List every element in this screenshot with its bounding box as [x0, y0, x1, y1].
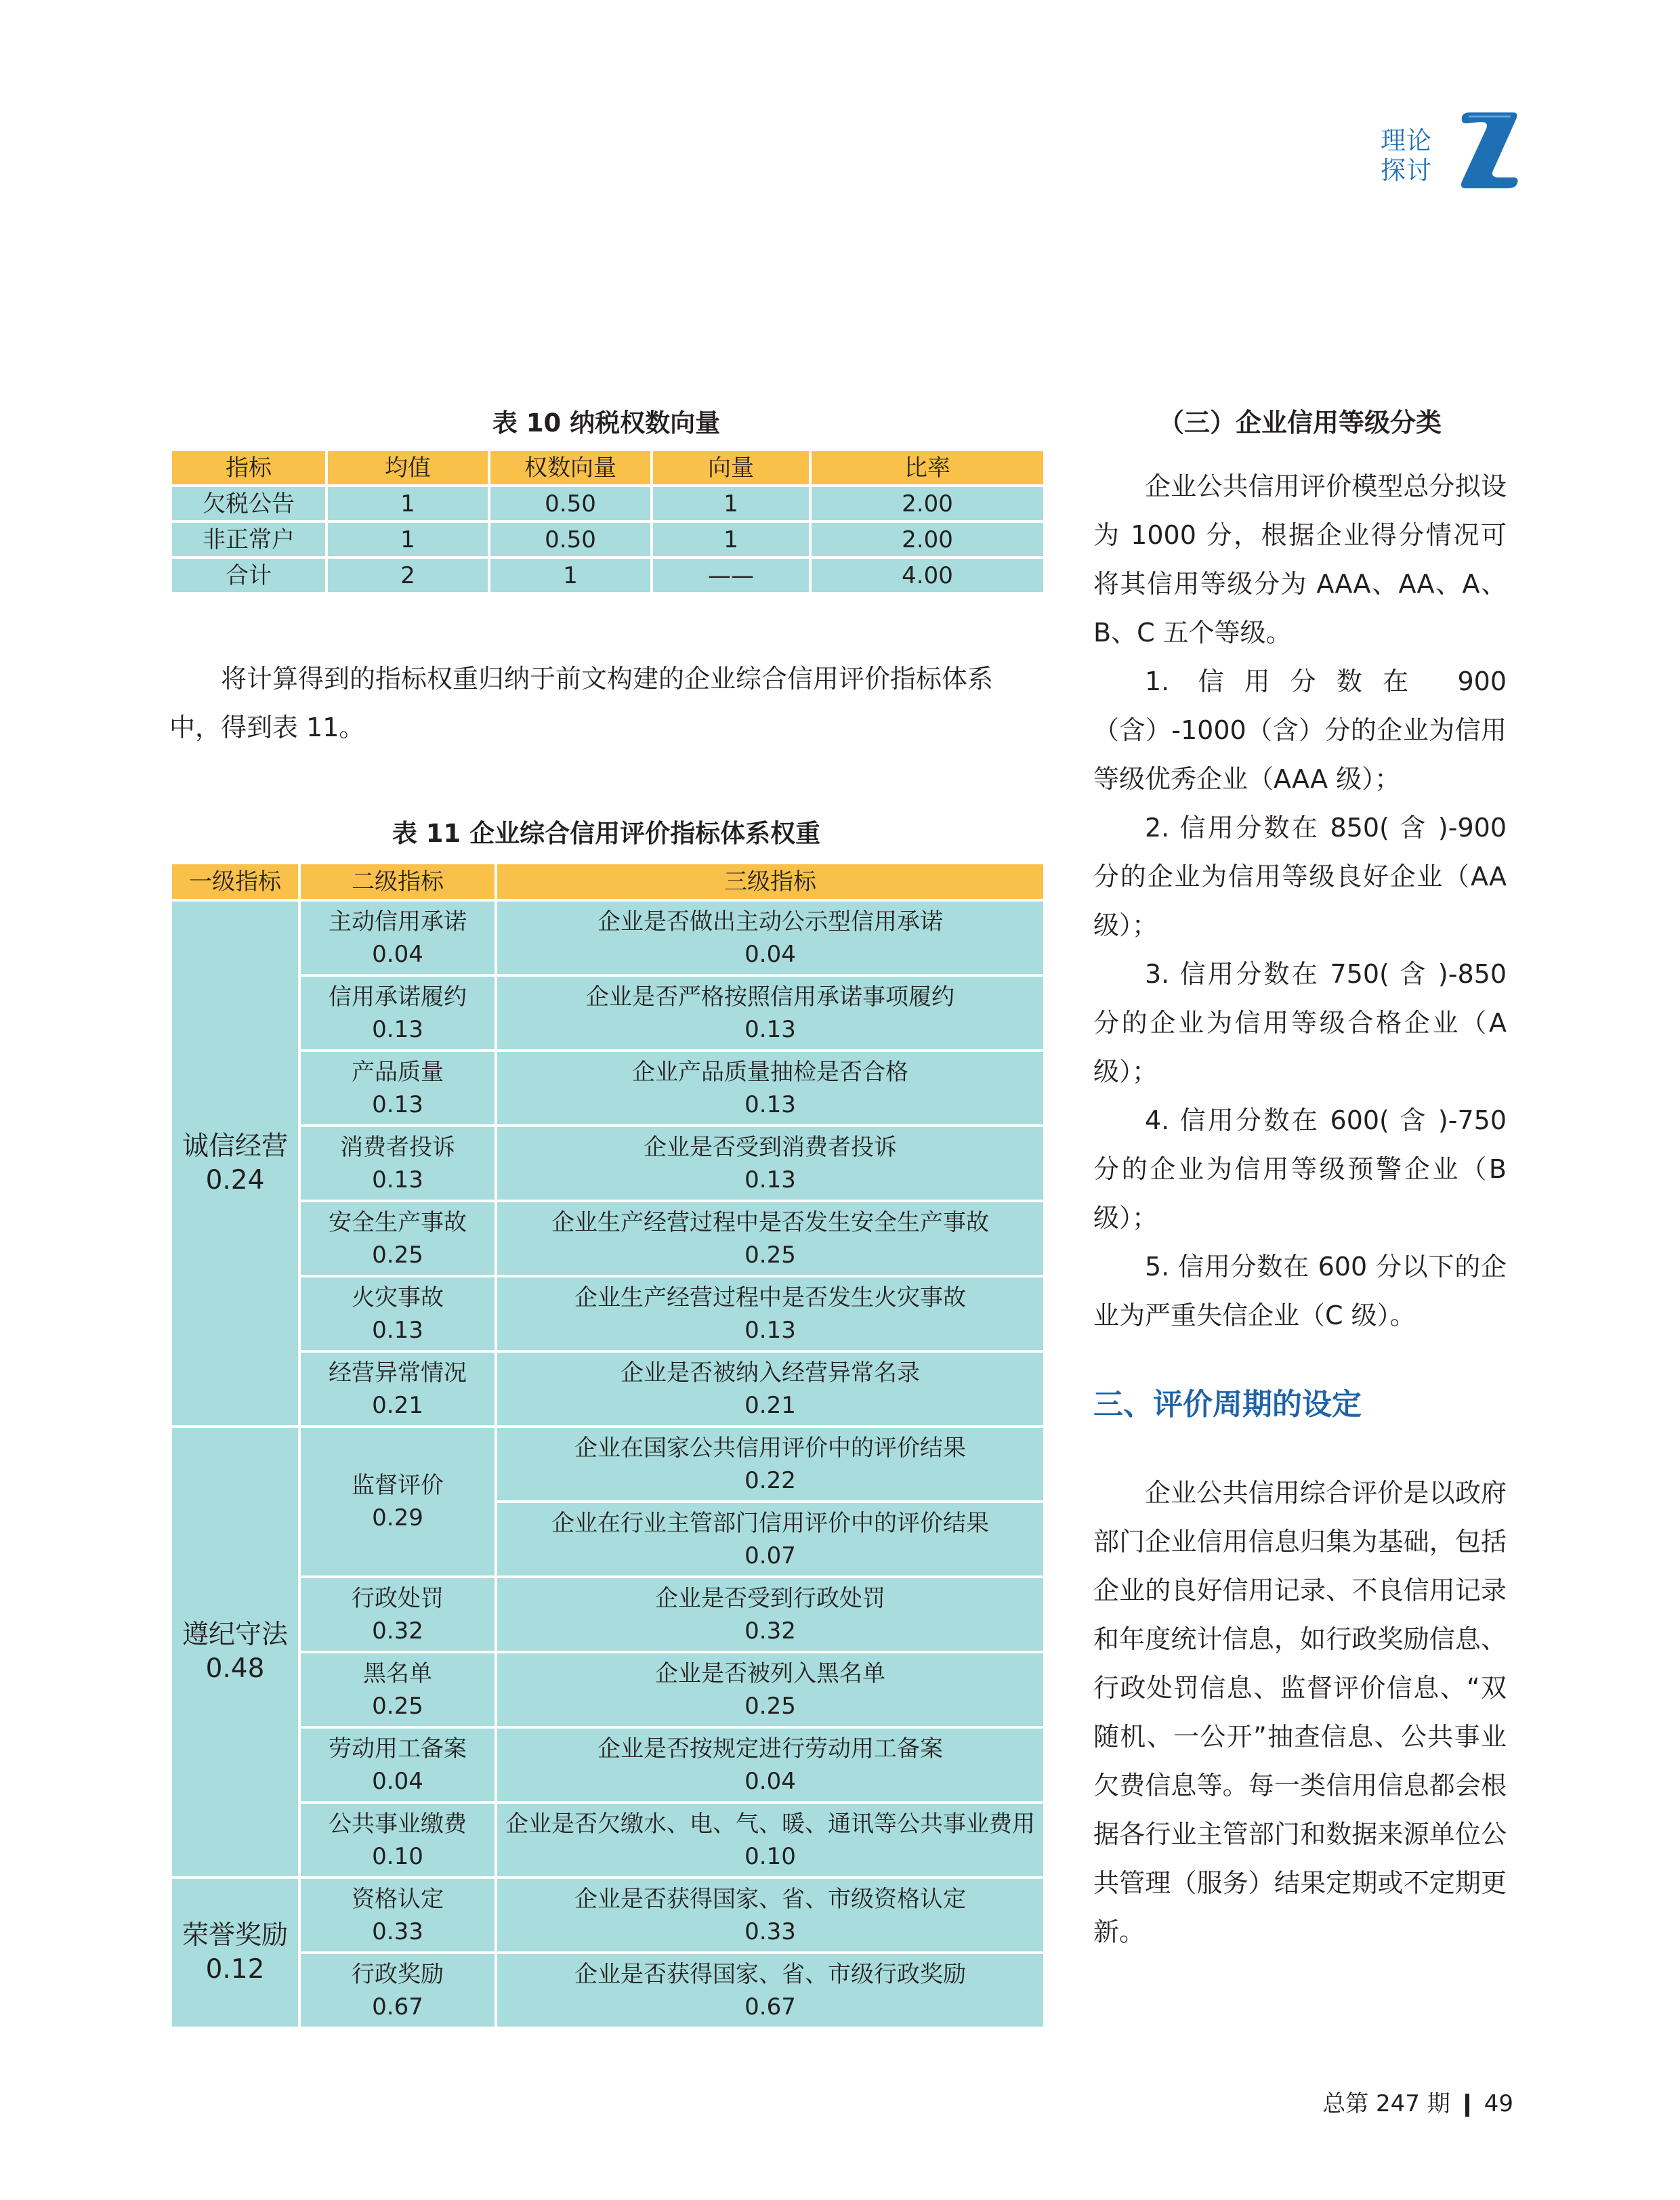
table-cell: —— [652, 557, 810, 593]
level1-cell [171, 1878, 299, 2028]
level2-cell [299, 1878, 496, 1953]
level3-name: 企业生产经营过程中是否发生安全生产事故 [551, 1208, 989, 1236]
table-cell: 欠税公告 [171, 486, 327, 522]
level2-name: 经营异常情况 [329, 1359, 467, 1387]
level3-cell [496, 1953, 1045, 2028]
level2-cell [299, 1276, 496, 1351]
level3-name: 企业产品质量抽检是否合格 [632, 1058, 908, 1086]
right-column [1093, 398, 1507, 1956]
level2-cell [299, 1577, 496, 1652]
level3-weight: 0.25 [744, 1692, 796, 1720]
level2-name: 公共事业缴费 [329, 1810, 467, 1838]
col-header: 均值 [327, 450, 489, 486]
body-paragraph: 企业公共信用综合评价是以政府部门企业信用信息归集为基础，包括企业的良好信用记录、不良信用记录和年度统计信息，如行政奖励信息、行政处罚信息、监督评价信息、“双随机、一公开”抽查信息、公共事业欠费信息等。每一类信用信息都会根据各行业主管部门和数据来源单位公共管理（服务）结果定期或不定期更新。 [1093, 1478, 1507, 1947]
level2-name: 产品质量 [352, 1058, 444, 1086]
level2-weight: 0.13 [372, 1166, 423, 1193]
level3-cell [496, 1276, 1045, 1351]
level3-name: 企业在行业主管部门信用评价中的评价结果 [551, 1509, 989, 1537]
level2-weight: 0.29 [372, 1504, 423, 1531]
level3-weight: 0.21 [744, 1391, 796, 1419]
level3-name: 企业在国家公共信用评价中的评价结果 [574, 1434, 966, 1462]
level2-weight: 0.25 [372, 1692, 423, 1720]
level-item: 2. 信用分数在 850( 含 )-900 分的企业为信用等级良好企业（AA 级）； [1093, 813, 1507, 940]
level1-weight: 0.12 [205, 1954, 265, 1985]
body-paragraph: 将计算得到的指标权重归纳于前文构建的企业综合信用评价指标体系中，得到表 11。 [169, 664, 994, 742]
level-item: 3. 信用分数在 750( 含 )-850 分的企业为信用等级合格企业（A 级）； [1093, 959, 1507, 1086]
level3-weight: 0.13 [744, 1166, 796, 1193]
table-row [171, 1652, 1045, 1727]
table-cell: 0.50 [489, 522, 652, 557]
level1-cell [171, 1426, 299, 1878]
level1-name: 遵纪守法 [182, 1620, 288, 1650]
level2-cell [299, 1126, 496, 1201]
level2-cell [299, 1351, 496, 1426]
level2-name: 行政奖励 [352, 1960, 444, 1988]
level3-weight: 0.04 [744, 940, 796, 968]
level3-cell [496, 1502, 1045, 1577]
level2-name: 主动信用承诺 [329, 908, 467, 935]
level-item: 4. 信用分数在 600( 含 )-750 分的企业为信用等级预警企业（B 级）； [1093, 1105, 1507, 1233]
level2-weight: 0.33 [372, 1918, 423, 1945]
table-cell: 1 [652, 486, 810, 522]
level3-name: 企业是否获得国家、省、市级资格认定 [574, 1885, 966, 1913]
level2-weight: 0.13 [372, 1015, 423, 1043]
intro-paragraph: 企业公共信用评价模型总分拟设为 1000 分，根据企业得分情况可将其信用等级分为 AAA、AA、A、B、C 五个等级。 [1093, 471, 1507, 648]
level2-name: 黑名单 [363, 1659, 432, 1687]
col-header: 指标 [171, 450, 327, 486]
level3-name: 企业是否严格按照信用承诺事项履约 [586, 983, 954, 1011]
level2-cell [299, 1953, 496, 2028]
level3-cell [496, 1577, 1045, 1652]
level1-weight: 0.48 [205, 1653, 265, 1684]
table-cell: 2 [327, 557, 489, 593]
level2-weight: 0.10 [372, 1842, 423, 1870]
level3-weight: 0.04 [744, 1767, 796, 1795]
table-row [171, 1802, 1045, 1878]
col-header: 向量 [652, 450, 810, 486]
col-header: 二级指标 [299, 863, 496, 900]
level2-name: 监督评价 [352, 1472, 444, 1499]
table11-caption: 表 11 企业综合信用评价指标体系权重 [392, 819, 821, 848]
level3-name: 企业是否做出主动公示型信用承诺 [597, 908, 943, 935]
col-header: 一级指标 [171, 863, 299, 900]
table-cell: 0.50 [489, 486, 652, 522]
level3-weight: 0.13 [744, 1015, 796, 1043]
table-cell: 1 [327, 522, 489, 557]
level3-name: 企业是否欠缴水、电、气、暖、通讯等公共事业费用 [505, 1810, 1035, 1838]
level1-name: 诚信经营 [182, 1130, 288, 1162]
level2-cell [299, 1201, 496, 1276]
table11 [169, 862, 1046, 2029]
level2-name: 信用承诺履约 [329, 983, 467, 1011]
level3-cell [496, 975, 1045, 1051]
table-row [171, 522, 1045, 557]
page-number: 49 [1484, 2090, 1513, 2117]
level3-weight: 0.33 [744, 1918, 796, 1945]
level3-cell [496, 1351, 1045, 1426]
section-tag [1381, 126, 1448, 186]
level2-cell [299, 1051, 496, 1126]
level3-name: 企业是否获得国家、省、市级行政奖励 [574, 1960, 966, 1988]
table-row [171, 1201, 1045, 1276]
level-item: 1. 信用分数在 900（含）-1000（含）分的企业为信用等级优秀企业（AAA 级）； [1093, 667, 1507, 794]
table11-header-row [171, 863, 1045, 900]
table-row [171, 486, 1045, 522]
table10 [169, 448, 1046, 595]
table-row [171, 1577, 1045, 1652]
level3-cell [496, 1426, 1045, 1502]
level2-name: 火灾事故 [352, 1284, 444, 1311]
table-cell: 非正常户 [171, 522, 327, 557]
table10-header-row [171, 450, 1045, 486]
issue-label: 总第 247 期 [1322, 2090, 1450, 2117]
level3-name: 企业是否被纳入经营异常名录 [621, 1359, 920, 1387]
table-row [171, 900, 1045, 975]
level2-cell [299, 1727, 496, 1802]
section-tag-line1: 理论 [1381, 126, 1432, 155]
level2-name: 消费者投诉 [340, 1133, 455, 1161]
level2-weight: 0.25 [372, 1241, 423, 1269]
subsection-title: （三）企业信用等级分类 [1158, 408, 1442, 438]
table-cell: 2.00 [810, 486, 1045, 522]
level3-weight: 0.13 [744, 1316, 796, 1344]
table-cell: 1 [489, 557, 652, 593]
level2-cell [299, 1802, 496, 1878]
level3-name: 企业是否被列入黑名单 [655, 1659, 885, 1687]
level2-weight: 0.13 [372, 1091, 423, 1118]
level3-name: 企业是否按规定进行劳动用工备案 [597, 1735, 943, 1762]
level2-cell [299, 1426, 496, 1577]
table-row [171, 1351, 1045, 1426]
scroll-badge-icon [1454, 108, 1521, 190]
level1-name: 荣誉奖励 [182, 1920, 288, 1951]
table-row [171, 1426, 1045, 1502]
level1-cell [171, 900, 299, 1426]
level3-weight: 0.10 [744, 1842, 796, 1870]
level3-cell [496, 900, 1045, 975]
table-row [171, 1276, 1045, 1351]
table-cell: 4.00 [810, 557, 1045, 593]
page-footer [1322, 2085, 1513, 2118]
level2-name: 资格认定 [352, 1885, 444, 1913]
table-row [171, 1953, 1045, 2028]
level3-weight: 0.67 [744, 1993, 796, 2021]
level1-weight: 0.24 [205, 1164, 265, 1196]
footer-divider [1465, 2094, 1469, 2117]
level3-cell [496, 1051, 1045, 1126]
table-cell: 合计 [171, 557, 327, 593]
table-cell: 1 [327, 486, 489, 522]
level3-cell [496, 1727, 1045, 1802]
level2-name: 行政处罚 [352, 1584, 444, 1612]
table-row [171, 1051, 1045, 1126]
level3-cell [496, 1201, 1045, 1276]
table10-caption: 表 10 纳税权数向量 [492, 408, 721, 438]
table-cell: 1 [652, 522, 810, 557]
level2-weight: 0.21 [372, 1391, 423, 1419]
level3-weight: 0.32 [744, 1617, 796, 1645]
level2-name: 劳动用工备案 [329, 1735, 467, 1762]
level3-weight: 0.07 [744, 1542, 796, 1569]
table-row [171, 975, 1045, 1051]
level3-weight: 0.22 [744, 1466, 796, 1494]
level2-name: 安全生产事故 [329, 1208, 467, 1236]
col-header: 权数向量 [489, 450, 652, 486]
table-cell: 2.00 [810, 522, 1045, 557]
level3-name: 企业是否受到行政处罚 [655, 1584, 885, 1612]
level2-cell [299, 1652, 496, 1727]
level2-cell [299, 900, 496, 975]
table-row [171, 1727, 1045, 1802]
level3-cell [496, 1802, 1045, 1878]
level3-name: 企业生产经营过程中是否发生火灾事故 [574, 1284, 966, 1311]
level3-name: 企业是否受到消费者投诉 [644, 1133, 897, 1161]
section-tag-line2: 探讨 [1381, 156, 1432, 185]
level2-weight: 0.67 [372, 1993, 423, 2021]
level2-weight: 0.04 [372, 1767, 423, 1795]
level3-cell [496, 1126, 1045, 1201]
col-header: 比率 [810, 450, 1045, 486]
level2-weight: 0.04 [372, 940, 423, 968]
section-title: 三、评价周期的设定 [1093, 1387, 1362, 1422]
level2-weight: 0.13 [372, 1316, 423, 1344]
level3-weight: 0.13 [744, 1091, 796, 1118]
level-item: 5. 信用分数在 600 分以下的企业为严重失信企业（C 级）。 [1093, 1252, 1507, 1330]
level3-cell [496, 1878, 1045, 1953]
level2-weight: 0.32 [372, 1617, 423, 1645]
level2-cell [299, 975, 496, 1051]
level3-cell [496, 1652, 1045, 1727]
table-row [171, 1126, 1045, 1201]
level3-weight: 0.25 [744, 1241, 796, 1269]
table-row [171, 1878, 1045, 1953]
table-row [171, 557, 1045, 593]
col-header: 三级指标 [496, 863, 1045, 900]
